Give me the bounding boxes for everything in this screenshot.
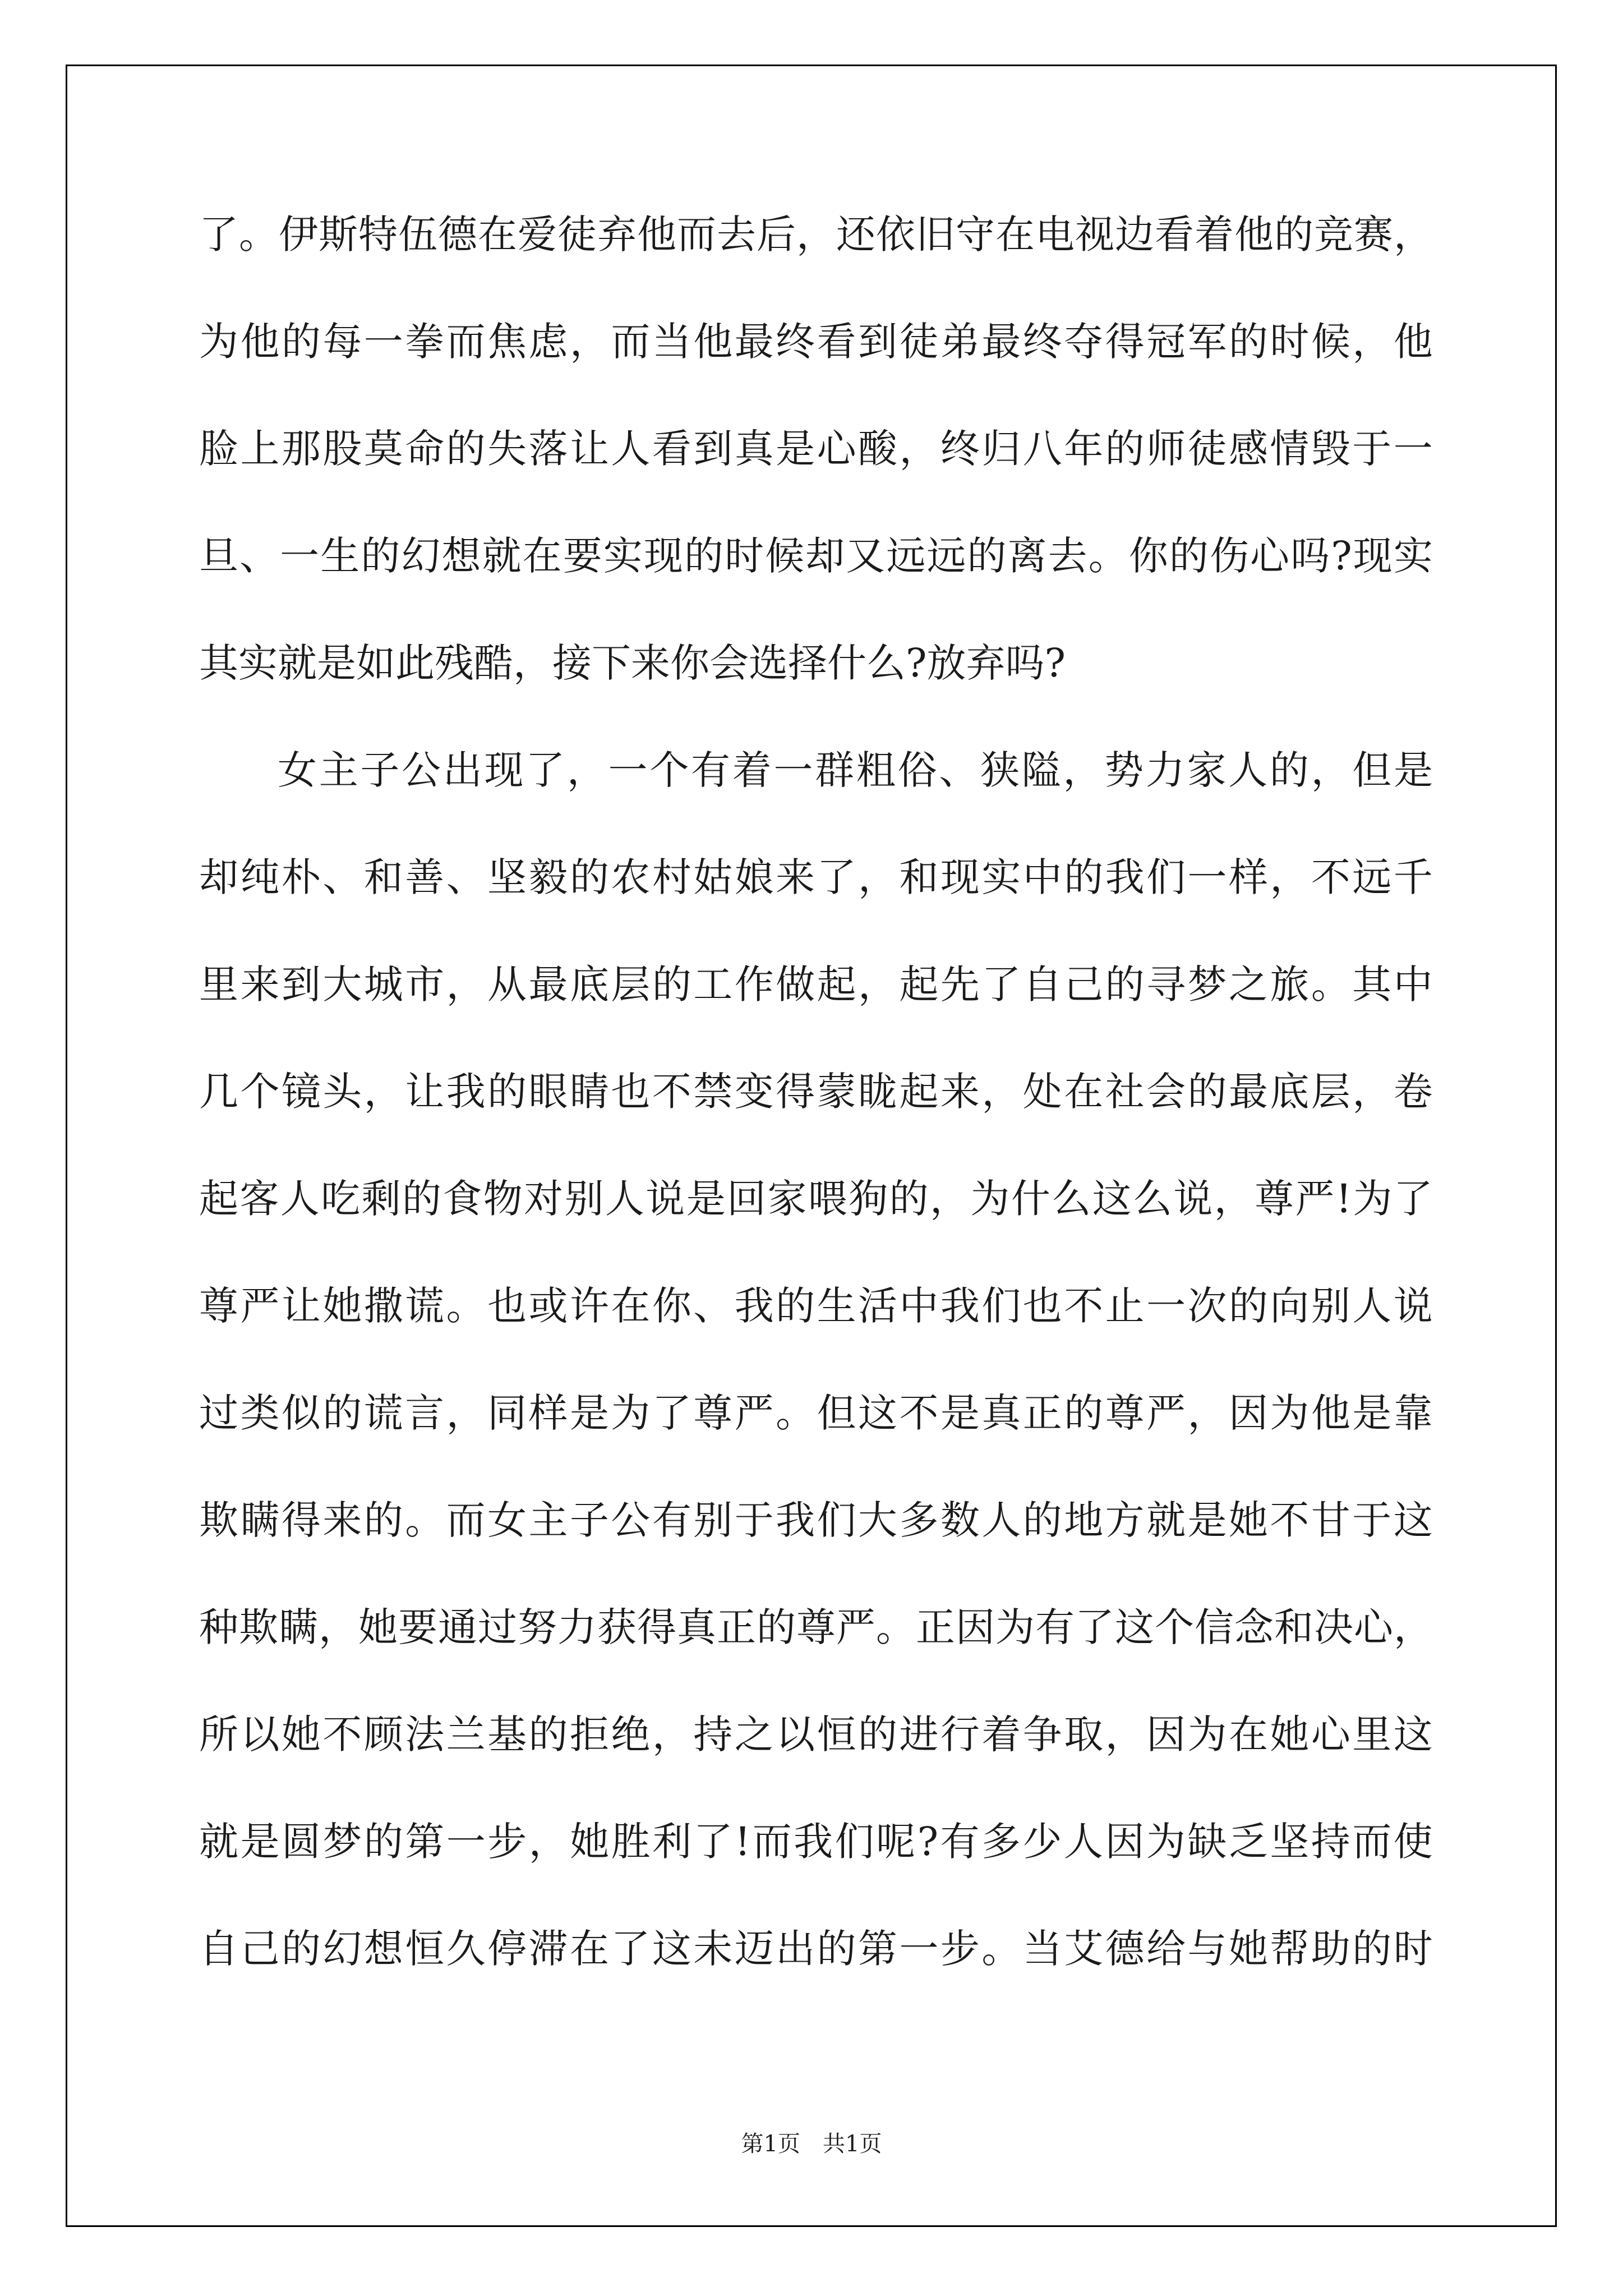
page-total: 共1页: [823, 2131, 882, 2157]
text-line: 里 来 到 大 城 市 ， 从 最 底 层 的 工 作 做 起 ， 起 先 了 自 己 的 寻 梦 之 旅 。 其 中: [199, 961, 1433, 1007]
text-line: 自 己 的 幻 想 恒 久 停 滞 在 了 这 未 迈 出 的 第 一 步 。 当 艾 德 给 与 她 帮 助 的 时: [199, 1926, 1433, 1972]
text-line: 欺 瞒 得 来 的 。 而 女 主 子 公 有 别 于 我 们 大 多 数 人 的 地 方 就 是 她 不 甘 于 这: [199, 1497, 1433, 1543]
text-line: 其 实 就 是 如 此 残 酷 ， 接 下 来 你 会 选 择 什 么 ? 放 弃 吗 ?: [199, 640, 1066, 686]
page-footer: [0, 2126, 1623, 2158]
text-line: 起 客 人 吃 剩 的 食 物 对 别 人 说 是 回 家 喂 狗 的 ， 为 什 么 这 么 说 ， 尊 严 ! 为 了: [199, 1176, 1433, 1222]
text-line: 却 纯 朴 、 和 善 、 坚 毅 的 农 村 姑 娘 来 了 ， 和 现 实 中 的 我 们 一 样 ， 不 远 千: [199, 854, 1433, 900]
text-line: 尊 严 让 她 撒 谎 。 也 或 许 在 你 、 我 的 生 活 中 我 们 也 不 止 一 次 的 向 别 人 说: [199, 1283, 1433, 1329]
text-line: 女 主 子 公 出 现 了 ， 一 个 有 着 一 群 粗 俗 、 狭 隘 ， 势 力 家 人 的 ， 但 是: [278, 747, 1433, 793]
text-line: 几 个 镜 头 ， 让 我 的 眼 睛 也 不 禁 变 得 蒙 眬 起 来 ， 处 在 社 会 的 最 底 层 ， 卷: [199, 1069, 1433, 1115]
text-line: 所 以 她 不 顾 法 兰 基 的 拒 绝 ， 持 之 以 恒 的 进 行 着 争 取 ， 因 为 在 她 心 里 这: [199, 1711, 1433, 1757]
text-line: 为 他 的 每 一 拳 而 焦 虑 ， 而 当 他 最 终 看 到 徒 弟 最 终 夺 得 冠 军 的 时 候 ， 他: [199, 319, 1433, 365]
text-line: 就 是 圆 梦 的 第 一 步 ， 她 胜 利 了 ! 而 我 们 呢 ? 有 多 少 人 因 为 缺 乏 坚 持 而 使: [199, 1819, 1433, 1865]
text-line: 脸 上 那 股 莫 命 的 失 落 让 人 看 到 真 是 心 酸 ， 终 归 八 年 的 师 徒 感 情 毁 于 一: [199, 426, 1433, 472]
page-number: 第1页: [741, 2131, 800, 2157]
text-line: 旦 、 一 生 的 幻 想 就 在 要 实 现 的 时 候 却 又 远 远 的 离 去 。 你 的 伤 心 吗 ? 现 实: [199, 533, 1433, 579]
text-line: 了 。 伊 斯 特 伍 德 在 爱 徒 弃 他 而 去 后 ， 还 依 旧 守 在 电 视 边 看 着 他 的 竞 赛 ，: [199, 211, 1433, 257]
text-line: 过 类 似 的 谎 言 ， 同 样 是 为 了 尊 严 。 但 这 不 是 真 正 的 尊 严 ， 因 为 他 是 靠: [199, 1390, 1433, 1436]
document-body: [199, 208, 1433, 2029]
text-line: 种 欺 瞒 ， 她 要 通 过 努 力 获 得 真 正 的 尊 严 。 正 因 为 有 了 这 个 信 念 和 决 心 ，: [199, 1604, 1433, 1650]
